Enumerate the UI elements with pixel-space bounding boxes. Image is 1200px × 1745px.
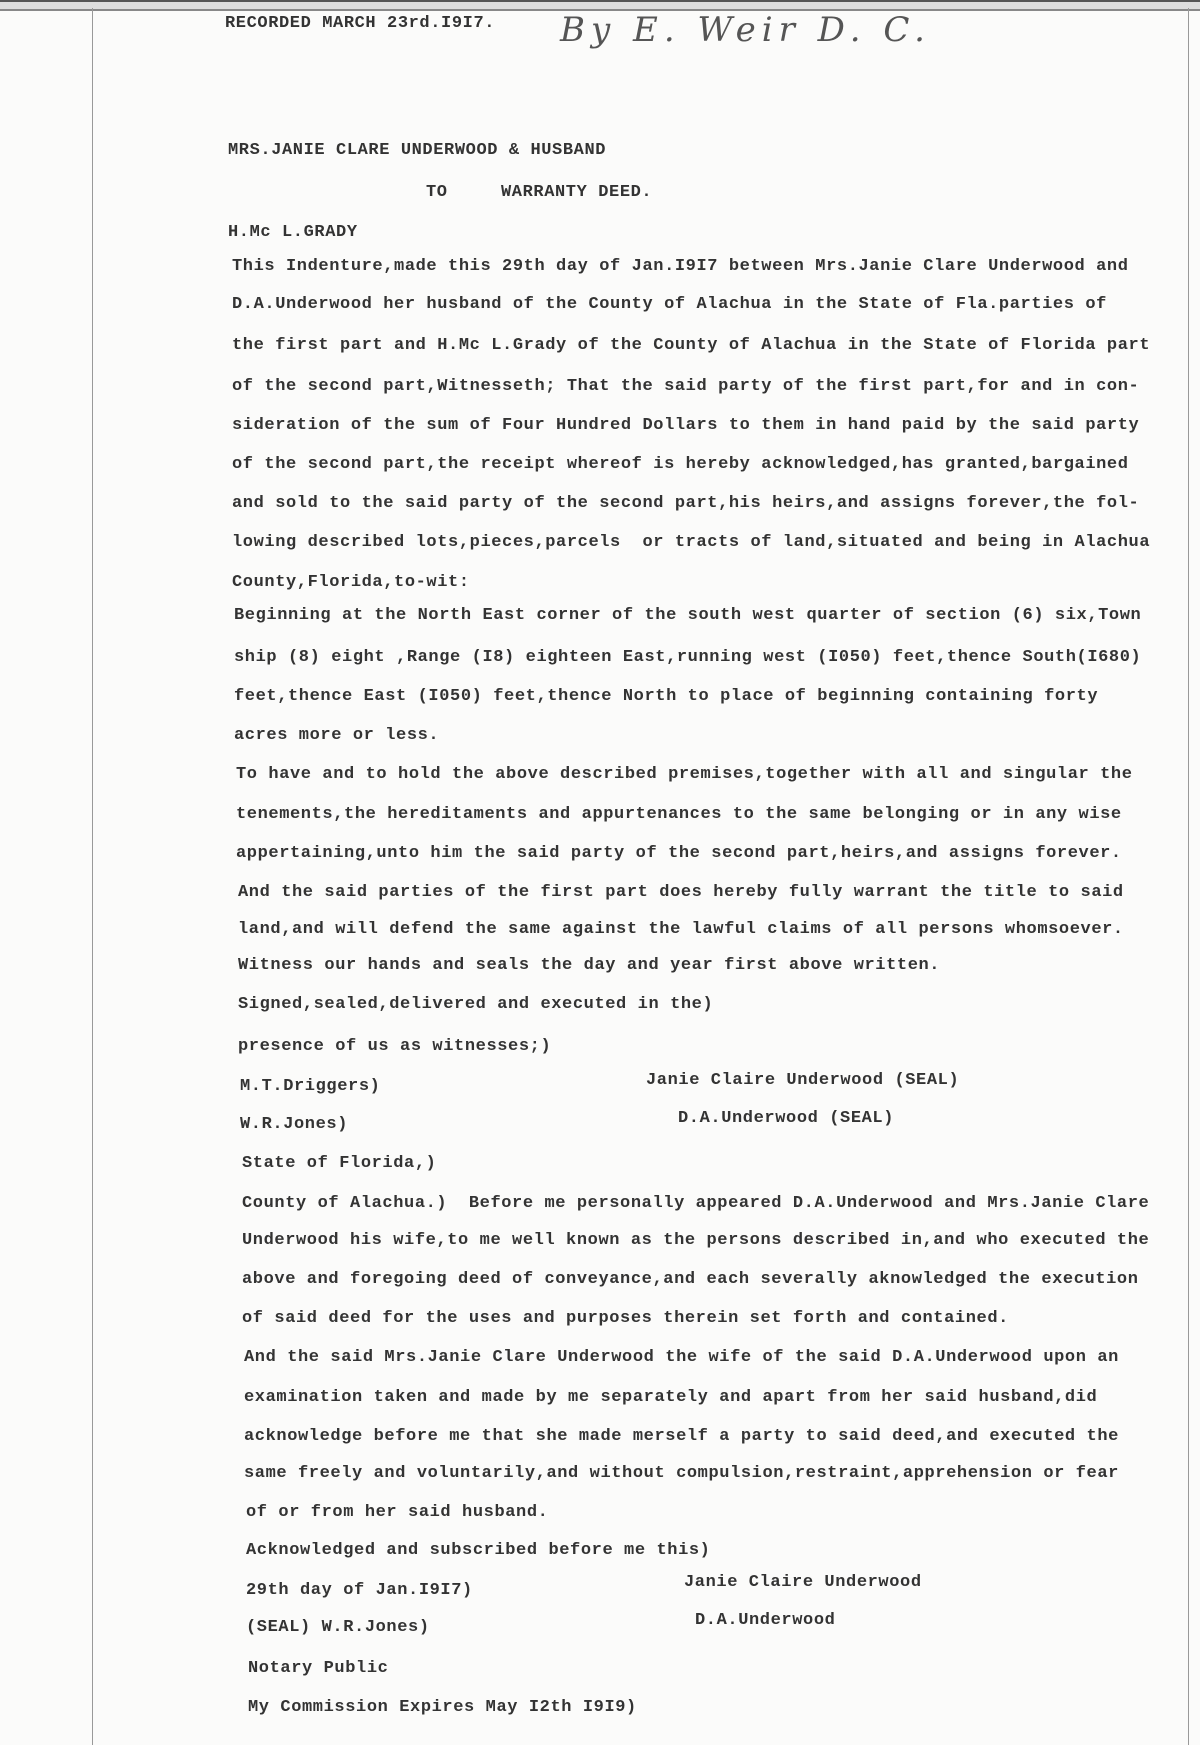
ack-line: examination taken and made by me separately and apart from her said husband,did bbox=[244, 1388, 1098, 1407]
witness-name: W.R.Jones) bbox=[240, 1115, 349, 1134]
to-heading: TO bbox=[426, 183, 448, 202]
body-line: feet,thence East (I050) feet,thence North to place of beginning containing forty bbox=[234, 687, 1099, 706]
body-line: This Indenture,made this 29th day of Jan.I9I7 between Mrs.Janie Clare Underwood and bbox=[232, 257, 1129, 276]
notary-commission: My Commission Expires May I2th I9I9) bbox=[248, 1698, 637, 1717]
body-line: And the said parties of the first part does hereby fully warrant the title to said bbox=[238, 883, 1124, 902]
ack-signature: Janie Claire Underwood bbox=[684, 1573, 922, 1592]
body-line: Beginning at the North East corner of the south west quarter of section (6) six,Town bbox=[234, 606, 1142, 625]
ack-line: same freely and voluntarily,and without compulsion,restraint,apprehension or fear bbox=[244, 1464, 1119, 1483]
body-line: of the second part,Witnesseth; That the said party of the first part,for and in con- bbox=[232, 377, 1140, 396]
grantor-signature: D.A.Underwood (SEAL) bbox=[678, 1109, 895, 1128]
body-line: Signed,sealed,delivered and executed in the) bbox=[238, 995, 714, 1014]
body-line: appertaining,unto him the said party of the second part,heirs,and assigns forever. bbox=[236, 844, 1122, 863]
body-line: acres more or less. bbox=[234, 726, 440, 745]
body-line: land,and will defend the same against the lawful claims of all persons whomsoever. bbox=[238, 920, 1124, 939]
ack-line: State of Florida,) bbox=[242, 1154, 437, 1173]
body-line: County,Florida,to-wit: bbox=[232, 573, 470, 592]
body-line: lowing described lots,pieces,parcels or tracts of land,situated and being in Alachua bbox=[232, 533, 1151, 552]
page-left-rule bbox=[92, 8, 93, 1745]
page-right-rule bbox=[1188, 8, 1189, 1745]
body-line: D.A.Underwood her husband of the County of Alachua in the State of Fla.parties of bbox=[232, 295, 1107, 314]
clerk-signature: By E. Weir D. C. bbox=[560, 10, 931, 50]
body-line: presence of us as witnesses;) bbox=[238, 1037, 552, 1056]
body-line: To have and to hold the above described premises,together with all and singular the bbox=[236, 765, 1133, 784]
body-line: tenements,the hereditaments and appurtenances to the same belonging or in any wise bbox=[236, 805, 1122, 824]
notary-title: Notary Public bbox=[248, 1659, 389, 1678]
grantor-signature: Janie Claire Underwood (SEAL) bbox=[646, 1071, 960, 1090]
body-line: sideration of the sum of Four Hundred Dollars to them in hand paid by the said party bbox=[232, 416, 1140, 435]
ack-line: And the said Mrs.Janie Clare Underwood the wife of the said D.A.Underwood upon an bbox=[244, 1348, 1119, 1367]
ack-line: of or from her said husband. bbox=[246, 1503, 549, 1522]
body-line: and sold to the said party of the second part,his heirs,and assigns forever,the fol- bbox=[232, 494, 1140, 513]
deed-type-heading: WARRANTY DEED. bbox=[501, 183, 653, 202]
body-line: Witness our hands and seals the day and year first above written. bbox=[238, 956, 941, 975]
ack-line: of said deed for the uses and purposes therein set forth and contained. bbox=[242, 1309, 1009, 1328]
body-line: the first part and H.Mc L.Grady of the County of Alachua in the State of Florida part bbox=[232, 336, 1151, 355]
ack-signature: D.A.Underwood bbox=[695, 1611, 836, 1630]
recorded-date: RECORDED MARCH 23rd.I9I7. bbox=[225, 14, 496, 33]
notary-seal-name: (SEAL) W.R.Jones) bbox=[246, 1618, 430, 1637]
witness-name: M.T.Driggers) bbox=[240, 1077, 381, 1096]
grantor-heading: MRS.JANIE CLARE UNDERWOOD & HUSBAND bbox=[228, 141, 607, 160]
ack-line: Acknowledged and subscribed before me this) bbox=[246, 1541, 711, 1560]
notary-date: 29th day of Jan.I9I7) bbox=[246, 1581, 473, 1600]
grantee-heading: H.Mc L.GRADY bbox=[228, 223, 358, 242]
ack-line: County of Alachua.) Before me personally appeared D.A.Underwood and Mrs.Janie Clare bbox=[242, 1194, 1150, 1213]
ack-line: above and foregoing deed of conveyance,and each severally aknowledged the execution bbox=[242, 1270, 1139, 1289]
ack-line: acknowledge before me that she made merself a party to said deed,and executed the bbox=[244, 1427, 1119, 1446]
body-line: of the second part,the receipt whereof is hereby acknowledged,has granted,bargained bbox=[232, 455, 1129, 474]
ack-line: Underwood his wife,to me well known as the persons described in,and who executed the bbox=[242, 1231, 1150, 1250]
body-line: ship (8) eight ,Range (I8) eighteen East,running west (I050) feet,thence South(I680) bbox=[234, 648, 1142, 667]
